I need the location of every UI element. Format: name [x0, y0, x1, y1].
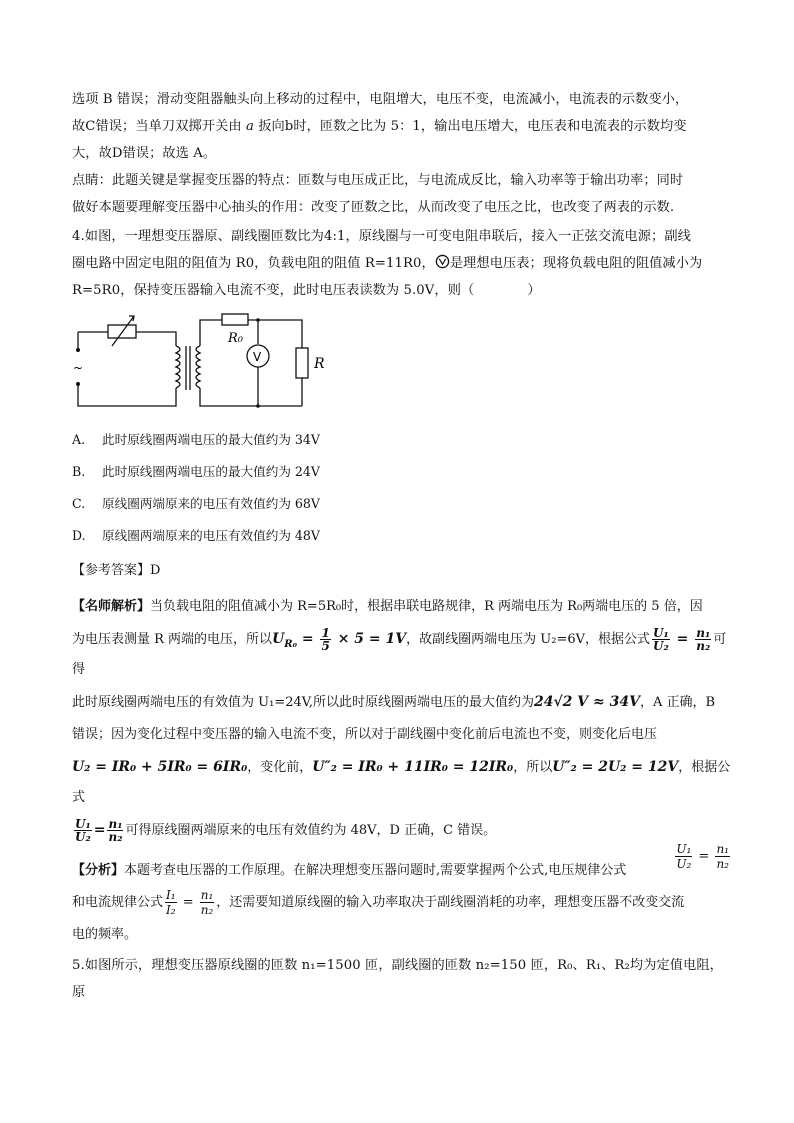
text-line: 大，故D错误；故选 A。: [72, 146, 217, 161]
analysis-section: [72, 842, 732, 950]
prev-solution: [72, 86, 732, 221]
key-point-line: 做好本题要理解变压器中心抽头的作用：改变了匝数之比，从而改变了电压之比，也改变了两表的示数.: [72, 200, 675, 215]
question-text: R=5R0，保持变压器输入电流不变，此时电压表读数为 5.0V，则（ ）: [72, 283, 541, 298]
reference-answer: 【参考答案】D: [72, 563, 161, 578]
explanation-line: U₂ = IR₀ + 5IR₀ = 6IR₀，变化前，U″₂ = IR₀ + 11IR₀ = 12IR₀，所以U″₂ = 2U₂ = 12V，根据公式: [72, 759, 731, 805]
option-a: A. 此时原线圈两端电压的最大值约为 34V: [72, 432, 321, 447]
voltmeter-icon: [435, 254, 450, 269]
voltage-ratio-formula: $\frac{\text{U₁}}{\text{U₂}}$: [653, 626, 669, 653]
current-rule-formula: $\frac{\text{I₁}}{\text{I₂}}$: [166, 888, 176, 917]
r0-label: R₀: [228, 331, 243, 346]
option-d: D. 原线圈两端原来的电压有效值约为 48V: [72, 528, 321, 543]
explanation-line: 此时原线圈两端电压的有效值为 U₁=24V,所以此时原线圈两端电压的最大值约为24√2 V ≈ 34V，A 正确，B: [72, 694, 716, 710]
analysis-line: 电的频率。: [72, 927, 138, 942]
turns-ratio: $\frac{\text{n₁}}{\text{n₂}}$: [696, 626, 711, 653]
explanation-line: 为电压表测量 R 两端的电压，所以$U_{R_0}$ = $\frac{1}{5}$ × 5 = 1V，故副线圈两端电压为 U₂=6V，根据公式 $\frac{\text{U₁}}{\text{U₂}}$ = $\frac{\text{n₁}}{\text{n₂}}$ 可得: [72, 625, 727, 677]
text-line: 故C错误；当单刀双掷开关由 a 扳向b时，匝数之比为 5：1，输出电压增大，电压表和电流表的示数均变: [72, 119, 687, 134]
explanation-line: 【名师解析】当负载电阻的阻值减小为 R=5R₀时，根据串联电路规律，R 两端电压为 R₀两端电压的 5 倍，因: [72, 599, 703, 614]
explanation-line: 错误；因为变化过程中变压器的输入电流不变，所以对于副线圈中变化前后电流也不变，则变化后电压: [72, 727, 658, 742]
document-page: [72, 86, 732, 1006]
circuit-diagram: [72, 310, 342, 418]
analysis-line: 【分析】本题考查电压器的工作原理。在解决理想变压器问题时,需要掌握两个公式,电压规律公式 $\frac{\text{U₁}}{\text{U₂}}$ = $\frac{\text{n₁}}{\text{n₂}}$: [72, 842, 729, 878]
formula: U″₂ = IR₀ + 11IR₀ = 12IR₀: [312, 759, 514, 775]
formula: U₂ = IR₀ + 5IR₀ = 6IR₀: [72, 759, 248, 775]
text-line: 选项 B 错误；滑动变阻器触头向上移动的过程中，电阻增大，电压不变，电流减小，电流表的示数变小，: [72, 92, 689, 107]
question-text: 圈电路中固定电阻的阻值为 R0，负载电阻的阻值 R=11R0， 是理想电压表；现将负载电阻的阻值减小为: [72, 256, 703, 271]
voltage-ratio-formula: $\frac{\text{U₁}}{\text{U₂}}$: [75, 817, 91, 844]
formula: $U_{R_0}$ = $\frac{1}{5}$ × 5 = 1V: [272, 625, 407, 653]
ac-source-label: ~: [73, 361, 84, 375]
option-c: C. 原线圈两端原来的电压有效值约为 68V: [72, 496, 321, 511]
options-list: [72, 424, 732, 552]
formula: U″₂ = 2U₂ = 12V: [552, 759, 679, 775]
explanation-line: $\frac{\text{U₁}}{\text{U₂}}$ = $\frac{\text{n₁}}{\text{n₂}}$ 可得原线圈两端原来的电压有效值约为 48V，D 正确，C 错误。: [75, 817, 497, 844]
option-b: B. 此时原线圈两端电压的最大值约为 24V: [72, 464, 321, 479]
key-point-line: 点睛：此题关键是掌握变压器的特点：匝数与电压成正比，与电流成反比，输入功率等于输出功率；同时: [72, 173, 684, 188]
teacher-explanation: [72, 592, 732, 846]
voltage-rule-formula: $\frac{\text{U₁}}{\text{U₂}}$: [676, 842, 692, 871]
analysis-line: 和电流规律公式 $\frac{\text{I₁}}{\text{I₂}}$ = $\frac{\text{n₁}}{\text{n₂}}$ ，还需要知道原线圈的输入功率取决于副线圈消耗的功率，理想变压器不改变交流: [72, 888, 685, 917]
question-4: [72, 223, 732, 586]
r-label: R: [314, 356, 325, 372]
question-5-text: 5.如图所示，理想变压器原线圈的匝数 n₁=1500 匝，副线圈的匝数 n₂=150 匝，R₀、R₁、R₂均为定值电阻，原: [72, 958, 723, 1000]
question-text: 4.如图，一理想变压器原、副线圈匝数比为4:1，原线圈与一可变电阻串联后，接入一正弦交流电源；副线: [72, 229, 691, 244]
voltmeter-label: V: [253, 350, 262, 364]
formula: 24√2 V ≈ 34V: [533, 694, 640, 710]
